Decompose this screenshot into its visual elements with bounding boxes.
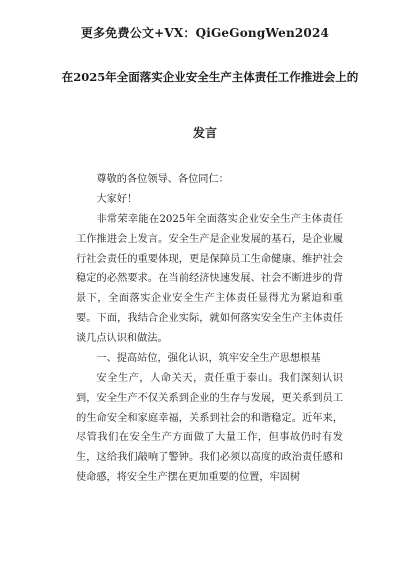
salutation: 尊敬的各位领导、各位同仁：: [96, 174, 229, 185]
intro-paragraph: 非常荣幸能在2025年全面落实企业安全生产主体责任工作推进会上发言。安全生产是企业发展的基石，是企业履行社会责任的重要体现，更是保障员工生命健康、维护社会稳定的必然要求。在当前经济快速发展、社会不断进步的背景下，全面落实企业安全生产主体责任显得尤为紧迫和重要。下面，我结合企业实际，就如何落实安全生产主体责任谈几点认识和做法。: [76, 214, 343, 344]
section-1-paragraph: 安全生产，人命关天，责任重于泰山。我们深刻认识到，安全生产不仅关系到企业的生存与发展，更关系到员工的生命安全和家庭幸福，关系到社会的和谐稳定。近年来，尽管我们在安全生产方面做了大量工作，但事故仍时有发生，这给我们敲响了警钟。我们必须以高度的政治责任感和使命感，将安全生产摆在更加重要的位置，牢固树: [76, 373, 343, 483]
section-heading-1: 一、提高站位，强化认识，筑牢安全生产思想根基: [96, 353, 321, 364]
document-subtitle: 发言: [192, 126, 217, 140]
greeting-line: 大家好！: [96, 194, 138, 205]
document-title: 在2025年全面落实企业安全生产主体责任工作推进会上的: [61, 70, 359, 84]
document-header: 更多免费公文+VX：QiGeGongWen2024: [80, 26, 330, 40]
